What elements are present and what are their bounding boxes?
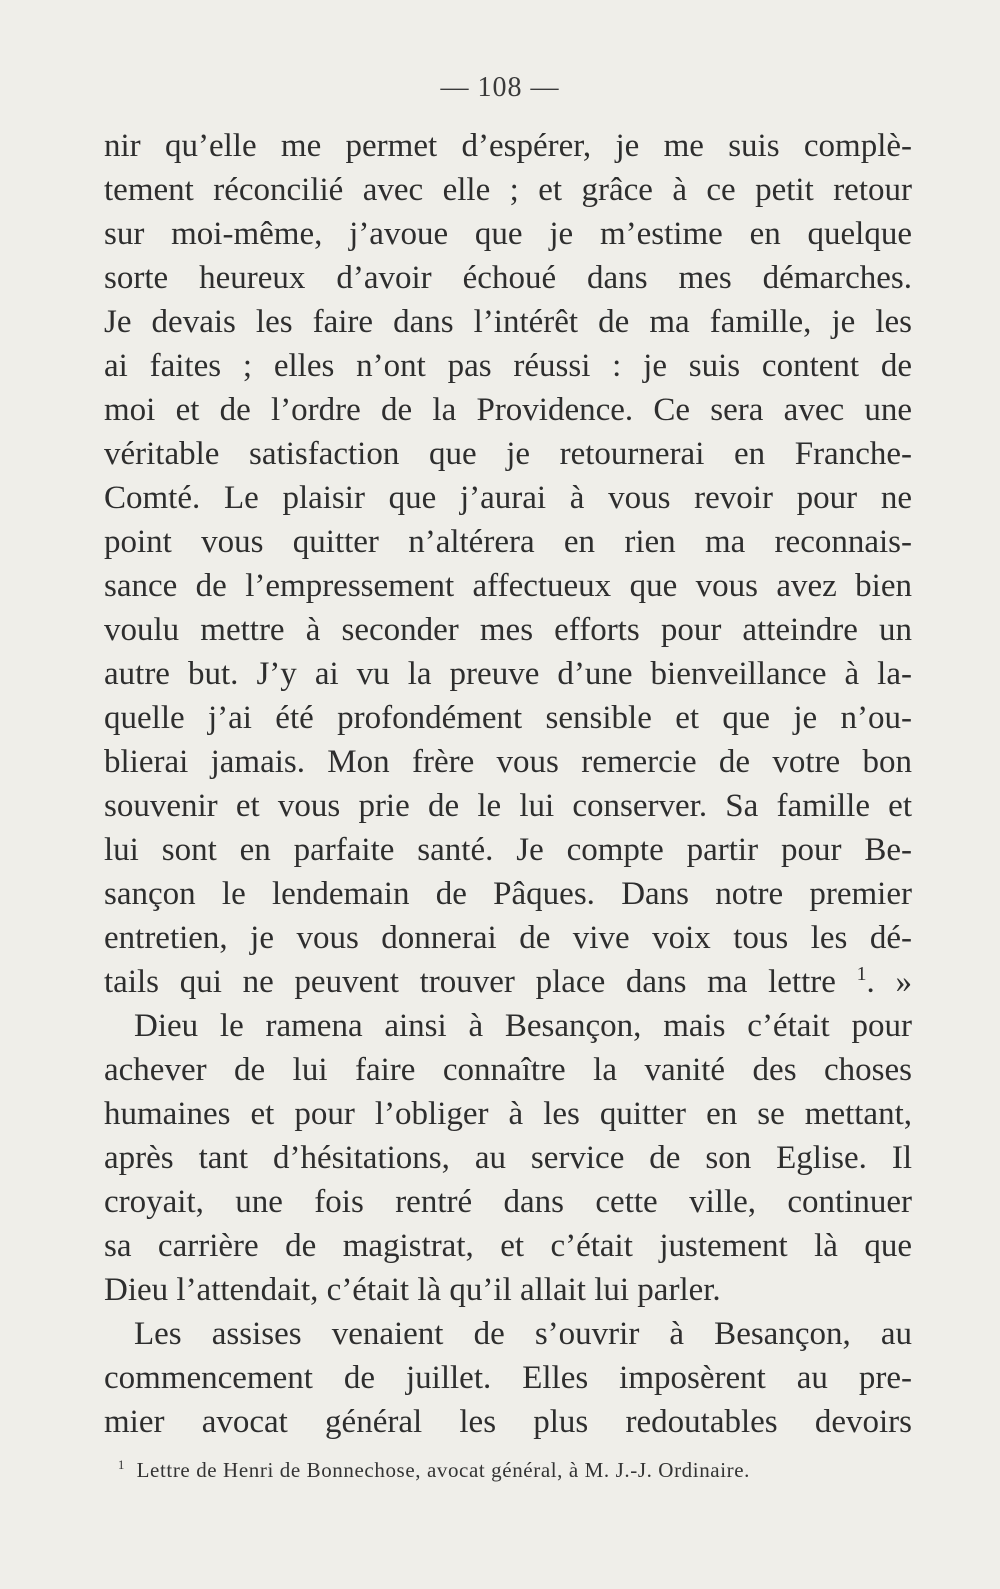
quote-close: . » <box>866 964 913 1000</box>
text-line-content: tails qui ne peuvent trouver place dans ma lettre <box>104 964 836 1000</box>
text-line: après tant d’hésitations, au service de son Eglise. Il <box>104 1140 912 1176</box>
text-line: souvenir et vous prie de le lui conserver. Sa famille et <box>104 788 912 824</box>
text-line: quelle j’ai été profondément sensible et que je n’ou- <box>104 700 912 736</box>
paragraph-start-line: Dieu le ramena ainsi à Besançon, mais c’était pour <box>134 1008 912 1044</box>
text-line: blierai jamais. Mon frère vous remercie de votre bon <box>104 744 912 780</box>
text-line: entretien, je vous donnerai de vive voix tous les dé- <box>104 920 912 956</box>
footnote <box>118 1458 918 1483</box>
body-text <box>104 124 912 1444</box>
footnote-text: Lettre de Henri de Bonnechose, avocat général, à M. J.-J. Ordinaire. <box>136 1458 751 1482</box>
text-line: sançon le lendemain de Pâques. Dans notre premier <box>104 876 912 912</box>
text-line: sorte heureux d’avoir échoué dans mes démarches. <box>104 260 912 296</box>
text-line: ai faites ; elles n’ont pas réussi : je suis content de <box>104 348 912 384</box>
page-number: — 108 — <box>0 72 1000 104</box>
text-line: croyait, une fois rentré dans cette ville, continuer <box>104 1184 912 1220</box>
text-line: voulu mettre à seconder mes efforts pour atteindre un <box>104 612 912 648</box>
text-line: véritable satisfaction que je retournerai en Franche- <box>104 436 912 472</box>
text-line: autre but. J’y ai vu la preuve d’une bienveillance à la- <box>104 656 912 692</box>
text-line: nir qu’elle me permet d’espérer, je me suis complè- <box>104 128 912 164</box>
footnote-marker: 1 <box>118 1458 125 1472</box>
text-line: tement réconcilié avec elle ; et grâce à ce petit retour <box>104 172 912 208</box>
text-line: mier avocat général les plus redoutables devoirs <box>104 1404 912 1440</box>
text-line: Je devais les faire dans l’intérêt de ma famille, je les <box>104 304 912 340</box>
text-line: moi et de l’ordre de la Providence. Ce sera avec une <box>104 392 912 428</box>
text-line-with-footnote-ref <box>104 960 912 1004</box>
text-line: Comté. Le plaisir que j’aurai à vous revoir pour ne <box>104 480 912 516</box>
text-line: point vous quitter n’altérera en rien ma reconnais- <box>104 524 912 560</box>
text-line: humaines et pour l’obliger à les quitter en se mettant, <box>104 1096 912 1132</box>
paragraph-end-line: Dieu l’attendait, c’était là qu’il allait lui parler. <box>104 1272 721 1308</box>
text-line: sance de l’empressement affectueux que vous avez bien <box>104 568 912 604</box>
text-line: sa carrière de magistrat, et c’était justement là que <box>104 1228 912 1264</box>
text-line: sur moi-même, j’avoue que je m’estime en quelque <box>104 216 912 252</box>
text-line: achever de lui faire connaître la vanité des choses <box>104 1052 912 1088</box>
footnote-reference: 1 <box>856 963 867 985</box>
paragraph-start-line: Les assises venaient de s’ouvrir à Besançon, au <box>134 1316 912 1352</box>
text-line: commencement de juillet. Elles imposèrent au pre- <box>104 1360 912 1396</box>
text-line: lui sont en parfaite santé. Je compte partir pour Be- <box>104 832 912 868</box>
